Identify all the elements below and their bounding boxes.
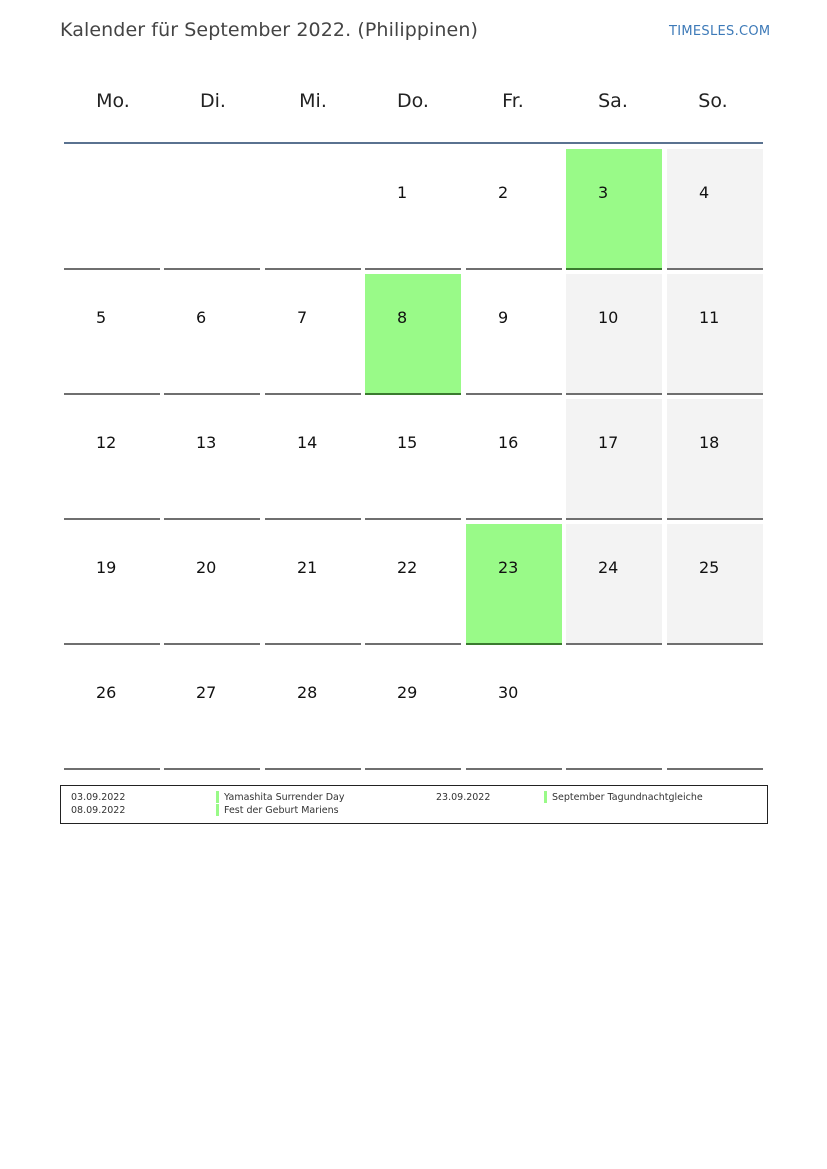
calendar-cell — [265, 649, 361, 770]
calendar-cell-empty — [566, 649, 662, 770]
day-number: 4 — [699, 183, 710, 202]
calendar-cell — [466, 399, 562, 520]
day-number: 24 — [598, 558, 619, 577]
day-number: 16 — [498, 433, 519, 452]
holiday-legend — [60, 785, 768, 824]
day-number: 29 — [397, 683, 418, 702]
day-number: 7 — [297, 308, 308, 327]
day-number: 26 — [96, 683, 117, 702]
calendar-cell — [164, 649, 260, 770]
calendar-cell — [667, 149, 763, 270]
day-number: 14 — [297, 433, 318, 452]
weekday-sat: Sa. — [598, 90, 628, 112]
day-number: 6 — [196, 308, 207, 327]
calendar-cell-empty — [265, 149, 361, 270]
weekday-header-row — [63, 90, 763, 120]
day-number: 9 — [498, 308, 509, 327]
calendar-cell-holiday — [466, 524, 562, 645]
weekday-tue: Di. — [200, 90, 226, 112]
calendar-cell — [265, 524, 361, 645]
legend-holiday-name: Fest der Geburt Mariens — [224, 805, 339, 816]
day-number: 21 — [297, 558, 318, 577]
calendar-cell — [566, 399, 662, 520]
weekday-mon: Mo. — [96, 90, 130, 112]
day-number: 1 — [397, 183, 408, 202]
calendar-cell — [466, 649, 562, 770]
calendar-cell — [365, 399, 461, 520]
calendar-cell — [566, 524, 662, 645]
day-number: 2 — [498, 183, 509, 202]
calendar-cell — [164, 274, 260, 395]
day-number: 28 — [297, 683, 318, 702]
day-number: 18 — [699, 433, 720, 452]
calendar-cell — [466, 149, 562, 270]
calendar-cell — [164, 399, 260, 520]
brand-link[interactable]: TIMESLES.COM — [669, 24, 771, 39]
day-number: 19 — [96, 558, 117, 577]
holiday-marker-icon — [216, 804, 219, 816]
holiday-marker-icon — [216, 791, 219, 803]
day-number: 10 — [598, 308, 619, 327]
calendar-cell — [466, 274, 562, 395]
day-number: 22 — [397, 558, 418, 577]
day-number: 23 — [498, 558, 519, 577]
day-number: 5 — [96, 308, 107, 327]
calendar-cell — [64, 399, 160, 520]
legend-holiday-name: Yamashita Surrender Day — [224, 792, 345, 803]
calendar-cell — [64, 274, 160, 395]
weekday-wed: Mi. — [299, 90, 327, 112]
calendar-cell — [365, 649, 461, 770]
day-number: 8 — [397, 308, 408, 327]
calendar-cell — [64, 649, 160, 770]
calendar-cell — [64, 524, 160, 645]
calendar-cell — [164, 524, 260, 645]
calendar-cell-empty — [64, 149, 160, 270]
legend-date: 03.09.2022 — [71, 792, 126, 803]
day-number: 27 — [196, 683, 217, 702]
day-number: 25 — [699, 558, 720, 577]
calendar-cell-holiday — [566, 149, 662, 270]
calendar-cell-empty — [164, 149, 260, 270]
calendar-cell — [265, 274, 361, 395]
legend-holiday-name: September Tagundnachtgleiche — [552, 792, 703, 803]
legend-date: 08.09.2022 — [71, 805, 126, 816]
calendar-cell — [265, 399, 361, 520]
day-number: 30 — [498, 683, 519, 702]
weekday-thu: Do. — [397, 90, 429, 112]
calendar-cell — [365, 149, 461, 270]
weekday-fri: Fr. — [502, 90, 524, 112]
calendar-cell-empty — [667, 649, 763, 770]
day-number: 3 — [598, 183, 609, 202]
day-number: 17 — [598, 433, 619, 452]
calendar-cell-holiday — [365, 274, 461, 395]
day-number: 20 — [196, 558, 217, 577]
day-number: 13 — [196, 433, 217, 452]
day-number: 15 — [397, 433, 418, 452]
weekday-sun: So. — [698, 90, 728, 112]
day-number: 12 — [96, 433, 117, 452]
calendar-cell — [667, 524, 763, 645]
calendar-cell — [365, 524, 461, 645]
calendar-cell — [667, 274, 763, 395]
calendar-cell — [667, 399, 763, 520]
page-title: Kalender für September 2022. (Philippinen) — [60, 19, 478, 41]
calendar-cell — [566, 274, 662, 395]
day-number: 11 — [699, 308, 720, 327]
holiday-marker-icon — [544, 791, 547, 803]
legend-date: 23.09.2022 — [436, 792, 491, 803]
weekday-header-rule — [64, 142, 763, 144]
